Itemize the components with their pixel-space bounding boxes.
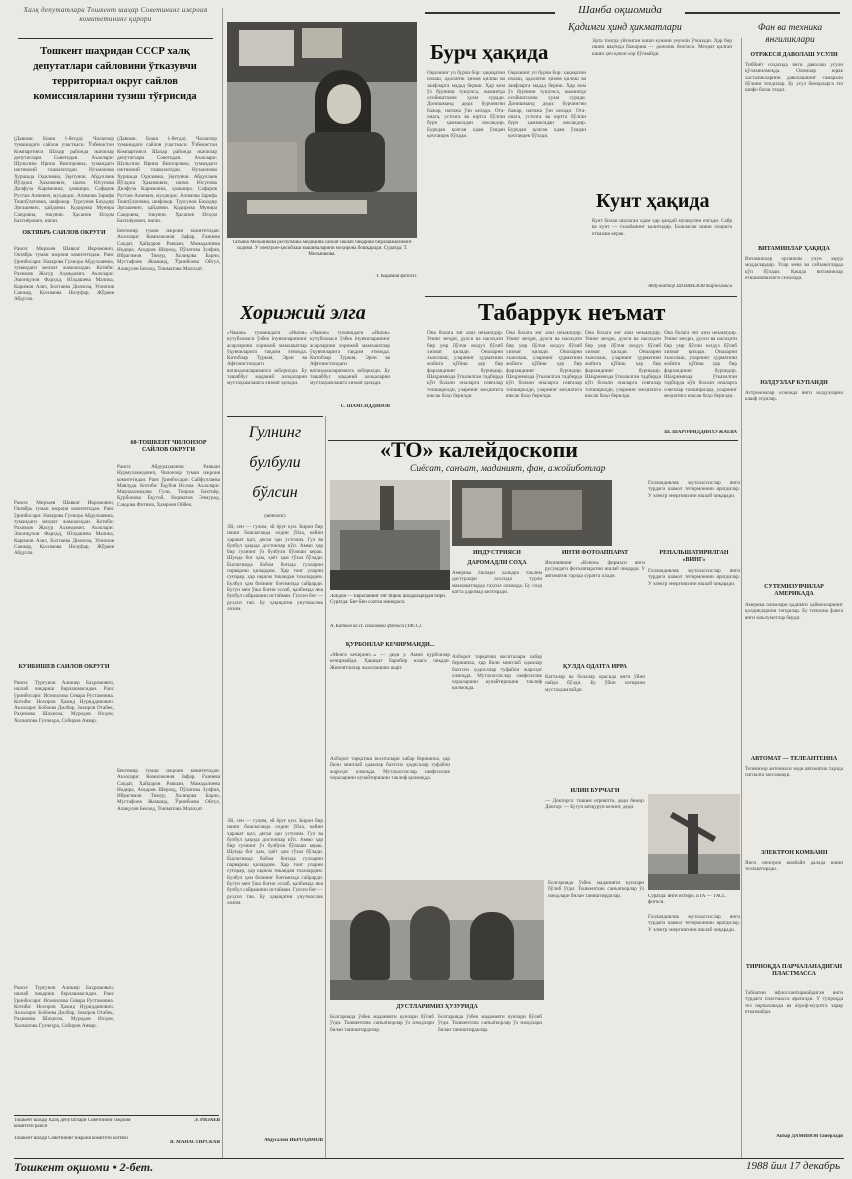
to-sub-7: РЕНАЛЬШАТИРИЛГАН «ВИНГ»: [659, 550, 729, 563]
science-body-2: Витаминлар организм учун зарур моддалардир. Улар мева ва сабзавотларда кўп бўлади. Қишда витаминлар етишмовчилиги сезилади.: [745, 256, 843, 281]
science-heading-7: ТИРНОҚДА ПАРЧАЛАНАДИГАН ПЛАСТМАССА: [745, 964, 843, 977]
to-body-8: Голландиялик мутахассислар янги турдаги шамол тегирмонини яратдилар. У электр энергиясини ишлаб чиқаради.: [648, 568, 740, 587]
to-sub-3: ИНТИ ФОТОАППАРАТ: [561, 550, 629, 556]
district-heading-1: ОКТЯБРЬ САЙЛОВ ОКРУГИ: [22, 230, 106, 236]
district-heading-2: КУЙБИШЕВ САЙЛОВ ОКРУГИ: [18, 664, 110, 670]
burch-title: Бурч ҳақида: [430, 40, 549, 64]
london-caption: Лондон — Европанинг энг йирик шаҳарларидан бири. Суратда: Биг-Бен соатли минораси.: [330, 594, 447, 605]
magazine-photo: [452, 480, 612, 546]
footer-date: 1988 йил 17 декабрь: [745, 1160, 840, 1172]
decree-body: (Давоми. Боши 1-бетда). Чиланзор туманидаги сайлов участкаси. Ўзбекистон Компартияси Шаҳар районда ишчилар депутатлари Советидан. Аъзолари: Шульгина Ирина Викторовна, тумандаги ижтимоий ташкилотдан. Нуъмонова Хуршида Одиловна, ўқитувчи. Абдуллаев Йўлдош Ҳакимович, ишчи. Юсупова Дилфуза Каримовна, ҳамшира. Сафаров Рустам Алиевич, муҳандис. Алимова Зарифа Тошпўлатовна, шифокор. Турсунов Баҳодир Эргашевич, ҳайдовчи. Қодирова Мунира Саидовна, тикувчи. Ҳасанов Илҳом Бахтиёрович, ишчи.: [14, 136, 114, 224]
science-heading-5: АВТОМАТ — ТЕЛЕАНТЕННА: [750, 756, 838, 762]
photo-credit: Т. Карамов фотоси.: [375, 274, 417, 279]
to-body-2: «Менга кечиринг...» — деди у. Аммо қурбонлар кечирмайди. Ҳақиқат барибир юзага чиқади. Жиноятчилар жазоланиши шарт.: [330, 652, 450, 671]
col2-district: 60-ТОШКЕНТ ЧИЛОНЗОР САЙЛОВ ОКРУГИ: [130, 440, 207, 453]
subhead-indian-wisdom: Қадимги ҳинд ҳикматлари: [568, 22, 682, 33]
to-body-7a: Болгарияда ўзбек маданияти кунлари бўлиб ўтди. Тошкентлик санъаткорлар ўз ижодлари билан таништирдилар.: [330, 1014, 434, 1033]
gulning-title: Гулнинг булбули бўлсин: [248, 424, 302, 501]
decree-headline: Тошкент шаҳридан СССР халқ депутатлари сайловини ўтказувчи территориал округ сайлов комиссияларини тузиш тўғрисида: [33, 46, 197, 102]
divider: [685, 12, 840, 14]
tabarruk-title: Табаррук неъмат: [478, 300, 666, 326]
to-body-3b: Ахборот тарқатиш воситалари хабар беришича, ҳар йили минглаб одамлар бахтсиз ҳодисалар туфайли жароҳат олмоқда. Мутахассислар хавфсизлик чораларини кучайтиришни таклиф қилмоқда.: [452, 654, 542, 692]
delegation-photo: [330, 880, 544, 1000]
computer-operator-photo: [227, 22, 417, 238]
section-label: Шанба оқшомида: [578, 4, 662, 16]
col2-body-3: Бектемир туман ижроия комитетидан. Аъзолари: Комилжонов Зафар, Ғаниева Саодат, Ҳайдаров Равшан, Мамадалиева Нодира, Асқаров Шерзод, Пўлатова Зулфия, Ибрагимов Тимур, Холиқова Барно, Мустафоев Жамшид, Ўринбоева Ойгул, Алиқулов Бекзод, Тошматова Малоҳат.: [117, 768, 220, 812]
to-body-3: Ахборот тарқатиш воситалари хабар беришича, ҳар йили минглаб одамлар бахтсиз ҳодисалар туфайли жароҳат олмоқда. Мутахассислар хавфсизлик чораларини кучайтиришни таклиф қилмоқда.: [330, 756, 450, 781]
decree-intro: Халқ депутатлари Тошкент шаҳар Советининг ижроия комитетининг қарори: [23, 6, 208, 23]
divider: [425, 12, 555, 14]
col2-body-2: Раиси: Абдураҳмонов Равшан Нурмухамедович, Чилонзор туман ижроия комитетидан. Раис ўринбосари: Сайфуллаева Мавлуда. Котиби: Ёқубов Ислом. Аъзолари: Мирзаахмедова Гули, Тоиров Бахтиёр, Қурбонова Ёқутой, Норматов Элмурод, Саидова Фотима, Ҳамроев Ойбек.: [117, 464, 220, 508]
divider: [14, 1115, 219, 1116]
horijiy-body-a: «Чаман» туманидаги «Ишчи» кутубхонаси ўзбек ёзувчиларининг асарларини хорижий мамлакатлар ўқувчиларига тақдим этмоқда. Китоблар Туркия, Эрон ва Афғонистондаги ватандошларимизга юборилди. Бу ташаббус маданий алоқаларни мустаҳкамлашга хизмат қилади.: [227, 330, 307, 387]
divider: [18, 38, 213, 39]
burch-body: Оқилнинг уч бурчи бор: ҳақиқатни излаш, адолатни ҳимоя қилиш ва заифларга мадад бериш. Ҳар ким ўз бурчини тушунса, жамиятда осойишталик ҳукм суради. Донишманд деди: бурчингни бажар, натижа ўзи келади. Ота-онага, устозга ва юртга бўлган бурч ҳаммасидан юксакдир. Бурчдан қочган одам ўзидан қочгандек бўлади.: [427, 70, 505, 139]
district-body-1: Раиси: Мирзаев Шавкат Икромович, Октябрь туман ижроия комитетидан. Раис ўринбосари: Назарова Гулнора Абдуллаевна, тумандаги меҳнат жамоасидан. Котиби: Рахимов Жасур Аҳмедович. Аъзолари: Эшонқулов Фарҳод, Юлдашева Малика, Каримов Азиз, Болтаева Дилноза, Усмонов Санжар, Қосимова Нилуфар, Жўраев Абдулла.: [14, 246, 114, 303]
subhead-science: Фан ва техника янгиликлари: [757, 23, 823, 45]
windmill-credit: Суратда: янги ихтиро. БТА — ТАСС фотоси.: [648, 894, 726, 905]
science-author: Акбар ДАМИНОВ тайёрлади: [776, 1134, 843, 1139]
signature-right-name: В. МАНАСТИРСКАЯ: [170, 1140, 220, 1145]
to-subtitle: Сиёсат, санъат, маданият, фан, ажойиботлар: [410, 464, 606, 474]
photo-caption: Татьяна Мельникова республика медицина саноат ишлаб чиқариш бирлашмасининг ходими. У электрон-ҳисоблаш машиналарини моҳирона бошқаради. Суратда: Т. Мельникова.: [232, 240, 412, 257]
to-body-6: — Докторга: тишим оғрияпти, деди бемор. Доктор: — Бугун кечқурун келинг, деди.: [545, 798, 645, 811]
column-divider: [325, 416, 326, 1158]
tabarruk-body-b: Она болага энг азиз неъматдир. Унинг меҳри, дуоси ва насиҳати бир умр йўлчи юлдуз бўлиб хизмат қилади. Оналарни эъзозлаш, уларнинг ҳурматини жойига қўйиш ҳар бир фарзанднинг бурчидир. Шаҳримизда ўтказилган тадбирда кўп болали оналарга совғалар топширилди, уларнинг меҳнатига юксак баҳо берилди.: [506, 330, 582, 399]
decree-body-b: (Давоми. Боши 1-бетда). Чиланзор туманидаги сайлов участкаси. Ўзбекистон Компартияси Шаҳар районда ишчилар депутатлари Советидан. Аъзолари: Шульгина Ирина Викторовна, тумандаги ижтимоий ташкилотдан. Нуъмонова Хуршида Одиловна, ўқитувчи. Абдуллаев Йўлдош Ҳакимович, ишчи. Юсупова Дилфуза Каримовна, ҳамшира. Сафаров Рустам Алиевич, муҳандис. Алимова Зарифа Тошпўлатовна, шифокор. Турсунов Баҳодир Эргашевич, ҳайдовчи. Қодирова Мунира Саидовна, тикувчи. Ҳасанов Илҳом Бахтиёрович, ишчи.: [117, 136, 217, 224]
science-body-3: Астрономлар осмонда янги юлдузларни кашф этдилар.: [745, 390, 843, 403]
science-body-4: Америка олимлари қадимги ҳайвонларнинг қолдиқларини топдилар. Бу топилма фанга янги маълумотлар берди.: [745, 602, 843, 621]
col2-body: Бектемир туман ижроия комитетидан. Аъзолари: Комилжонов Зафар, Ғаниева Саодат, Ҳайдаров Равшан, Мамадалиева Нодира, Асқаров Шерзод, Пўлатова Зулфия, Ибрагимов Тимур, Холиқова Барно, Мустафоев Жамшид, Ўринбоева Ойгул, Алиқулов Бекзод, Тошматова Малоҳат.: [117, 228, 220, 272]
burch-body-b: Оқилнинг уч бурчи бор: ҳақиқатни излаш, адолатни ҳимоя қилиш ва заифларга мадад бериш. Ҳар ким ўз бурчини тушунса, жамиятда осойишталик ҳукм суради. Донишманд деди: бурчингни бажар, натижа ўзи келади. Ота-онага, устозга ва юртга бўлган бурч ҳаммасидан юксакдир. Бурчдан қочган одам ўзидан қочгандек бўлади.: [508, 70, 586, 139]
science-heading-1: ОТРЖЕСЯ ДАВОЛАШ УСУЛИ: [750, 52, 838, 58]
to-body-7b: Болгарияда ўзбек маданияти кунлари бўлиб ўтди. Тошкентлик санъаткорлар ўз ижодлари билан таништирдилар.: [438, 1014, 542, 1033]
science-body-6: Янги электрон комбайн далада ишни тезлаштиради.: [745, 860, 843, 873]
kunt-body: Кунт билан ишлаган одам ҳар қандай мушкулни енгади. Сабр ва кунт — ғалабанинг калитидир. Бошлаган ишни охирига етказиш керак.: [592, 218, 732, 237]
district-body-1b: Раиси: Мирзаев Шавкат Икромович, Октябрь туман ижроия комитетидан. Раис ўринбосари: Назарова Гулнора Абдуллаевна, тумандаги меҳнат жамоасидан. Котиби: Рахимов Жасур Аҳмедович. Аъзолари: Эшонқулов Фарҳод, Юлдашева Малика, Каримов Азиз, Болтаева Дилноза, Усмонов Санжар, Қосимова Нилуфар, Жўраев Абдулла.: [14, 500, 114, 557]
footer-paper-name: Тошкент оқшоми • 2-бет.: [14, 1160, 154, 1174]
gulning-author: Абдусалом ИБРОҲИМОВ: [264, 1138, 323, 1143]
to-body-10: Голландиялик мутахассислар янги турдаги шамол тегирмонини яратдилар. У электр энергиясини ишлаб чиқаради.: [648, 914, 740, 933]
gulning-body-b: Эй, сен — гулим, эй ёруғ кун. Бирон бир ишни бошлаганда олдин ўйла, кейин ҳаракат қил, деган эди устозим. Гул ва булбул ҳақида достонлар кўп. Аммо ҳар бир гулнинг ўз булбули бўлиши керак. Шунда боғ ҳам, ҳаёт ҳам гўзал бўлади. Ёшлигимда бобом боғида гулларни парвариш қилардим. Ҳар тонг уларни суғорар, ҳар оқшом тикандан тозалардим. Булбул ҳам бизнинг боғимизда сайрарди. Бугун мен ўша боғни эслаб, қалбимда яна булбул сайрашини истайман. Гулсиз боғ — руҳсиз тан. Бу ҳақиқатни унутмаслик лозим.: [227, 818, 323, 906]
science-body-5: Телевизор антеннаси энди автоматик тарзда сигналга мосланади.: [745, 766, 843, 779]
to-sub-4: ҚЎЛДА ОДАТГА ИРРА: [562, 664, 628, 670]
science-heading-3: ЮЛДУЗЛАР КЎПАЙДИ: [760, 380, 828, 386]
column-divider: [222, 8, 223, 1158]
to-sub-1: ИНДУСТРИЯСИ: [473, 550, 521, 556]
signature-right-title: Тошкент шаҳар Советининг ижроия комитети котиби: [14, 1136, 128, 1141]
gulning-subtitle: (монолог): [264, 514, 286, 519]
london-photo: [330, 480, 450, 590]
district-body-2b: Раиси: Турғунов Алишер Баҳромович, ишлаб чиқариш бирлашмасидан. Раис ўринбосари: Исмоилова Севара Рустамовна. Котиби: Носиров Ҳамид Нуриддинович. Аъзолари: Бобоева Дилбар, Зокиров Отабек, Раҳимова Шаҳноза, Муродов Илҳом, Холматова Гулчеҳра, Собиров Анвар.: [14, 985, 114, 1029]
tabarruk-body-d: Она болага энг азиз неъматдир. Унинг меҳри, дуоси ва насиҳати бир умр йўлчи юлдуз бўлиб хизмат қилади. Оналарни эъзозлаш, уларнинг ҳурматини жойига қўйиш ҳар бир фарзанднинг бурчидир. Шаҳримизда ўтказилган тадбирда кўп болали оналарга совғалар топширилди, уларнинг меҳнатига юксак баҳо берилди.: [664, 330, 737, 399]
horijiy-author: С. ШАМСИДДИНОВ: [340, 404, 390, 409]
london-credit: А. Катков ва П. Пахомова фотоси (ТАСС).: [330, 624, 422, 629]
tabarruk-author: Ш. ШАРОФИДДИНХЎЖАЕВА: [664, 430, 737, 435]
divider: [14, 1158, 844, 1159]
signature-left-title: Тошкент шаҳар Халқ депутатлари Советининг ижроия комитети раиси: [14, 1118, 131, 1129]
to-sub-1b: ДАРОМАДЛИ СОҲА: [467, 560, 527, 566]
to-title: «ТО» калейдоскопи: [380, 437, 578, 462]
burch-right: Эрта тонгда уйғонган киши кунини унумли ўтказади. Ҳар бир ишни вақтида бажариш — донолик белгиси. Меҳнат қилган киши ҳеч қачон хор бўлмайди.: [592, 38, 732, 57]
science-body-1: Тиббиёт соҳасида янги даволаш усули қўлланилмоқда. Олимлар юрак хасталикларини даволашнинг самарали йўлини топдилар. Бу усул беморларга тез шифо бахш этади.: [745, 62, 843, 94]
tabarruk-body-c: Она болага энг азиз неъматдир. Унинг меҳри, дуоси ва насиҳати бир умр йўлчи юлдуз бўлиб хизмат қилади. Оналарни эъзозлаш, уларнинг ҳурматини жойига қўйиш ҳар бир фарзанднинг бурчидир. Шаҳримизда ўтказилган тадбирда кўп болали оналарга совғалар топширилди, уларнинг меҳнатига юксак баҳо берилди.: [585, 330, 661, 399]
horijiy-body-b: «Чаман» туманидаги «Ишчи» кутубхонаси ўзбек ёзувчиларининг асарларини хорижий мамлакатлар ўқувчиларига тақдим этмоқда. Китоблар Туркия, Эрон ва Афғонистондаги ватандошларимизга юборилди. Бу ташаббус маданий алоқаларни мустаҳкамлашга хизмат қилади.: [310, 330, 390, 387]
to-body-9: Болгарияда ўзбек маданияти кунлари бўлиб ўтди. Тошкентлик санъаткорлар ўз ижодлари билан таништирдилар.: [548, 880, 644, 899]
column-divider: [741, 38, 742, 1158]
divider: [425, 296, 737, 297]
to-sub-6: ДЎСТЛАРИМИЗ ҲУЗУРИДА: [396, 1004, 478, 1010]
kunt-title: Кунт ҳақида: [596, 190, 710, 212]
science-heading-2: ВИТАМИНЛАР ҲАҚИДА: [758, 246, 830, 252]
science-heading-4: СУТЕМИЗУВЧИЛАР АМЕРИКАДА: [764, 584, 824, 597]
district-body-2: Раиси: Турғунов Алишер Баҳромович, ишлаб чиқариш бирлашмасидан. Раис ўринбосари: Исмоилова Севара Рустамовна. Котиби: Носиров Ҳамид Нуриддинович. Аъзолари: Бобоева Дилбар, Зокиров Отабек, Раҳимова Шаҳноза, Муродов Илҳом, Холматова Гулчеҳра, Собиров Анвар.: [14, 680, 114, 724]
tabarruk-body-a: Она болага энг азиз неъматдир. Унинг меҳри, дуоси ва насиҳати бир умр йўлчи юлдуз бўлиб хизмат қилади. Оналарни эъзозлаш, уларнинг ҳурматини жойига қўйиш ҳар бир фарзанднинг бурчидир. Шаҳримизда ўтказилган тадбирда кўп болали оналарга совғалар топширилди, уларнинг меҳнатига юксак баҳо берилди.: [427, 330, 503, 399]
to-body-8b: Голландиялик мутахассислар янги турдаги шамол тегирмонини яратдилар. У электр энергиясини ишлаб чиқаради.: [648, 480, 740, 499]
horijiy-title: Хорижий элга: [240, 302, 366, 324]
gulning-body-a: Эй, сен — гулим, эй ёруғ кун. Бирон бир ишни бошлаганда олдин ўйла, кейин ҳаракат қил, деган эди устозим. Гул ва булбул ҳақида достонлар кўп. Аммо ҳар бир гулнинг ўз булбули бўлиши керак. Шунда боғ ҳам, ҳаёт ҳам гўзал бўлади. Ёшлигимда бобом боғида гулларни парвариш қилардим. Ҳар тонг уларни суғорар, ҳар оқшом тикандан тозалардим. Булбул ҳам бизнинг боғимизда сайрарди. Бугун мен ўша боғни эслаб, қалбимда яна булбул сайрашини истайман. Гулсиз боғ — руҳсиз тан. Бу ҳақиқатни унутмаслик лозим.: [227, 524, 323, 612]
science-body-7: Табиатни ифлослантирмайдиган янги турдаги пластмасса яратилди. У тупроқда тез парчаланади ва атроф-муҳитга зарар етказмайди.: [745, 990, 843, 1015]
science-heading-6: ЭЛЕКТРОН КОМБАЙН: [760, 850, 828, 856]
signature-left-name: Э. РИЗАЕВ: [194, 1118, 220, 1123]
to-sub-2: ҚУРБОНЛАР КЕЧИРМАЙДИ...: [345, 642, 435, 648]
divider: [227, 416, 323, 417]
windmill-photo: [648, 794, 740, 890]
to-body-4: Япониянинг «Кэнон» фирмаси янги русумдаги фотоаппаратни ишлаб чиқарди. У автоматик тарзда суратга олади.: [545, 560, 645, 579]
to-body-1: Америка ёшлари халқаро таълим дастурлари асосида турли мамлакатларда таҳсил олмоқда. Бу соҳа катта даромад келтиради.: [452, 570, 542, 595]
to-body-5: Катталар ва болалар орасида янги ўйин пайдо бўлди. Бу ўйин хотирани мустаҳкамлайди.: [545, 674, 645, 693]
to-sub-5: ИЛИН БУРЧАГИ: [570, 788, 620, 794]
kunt-author: Абдужаббор ШОНИЁЗОВ таржимаси: [648, 284, 732, 289]
